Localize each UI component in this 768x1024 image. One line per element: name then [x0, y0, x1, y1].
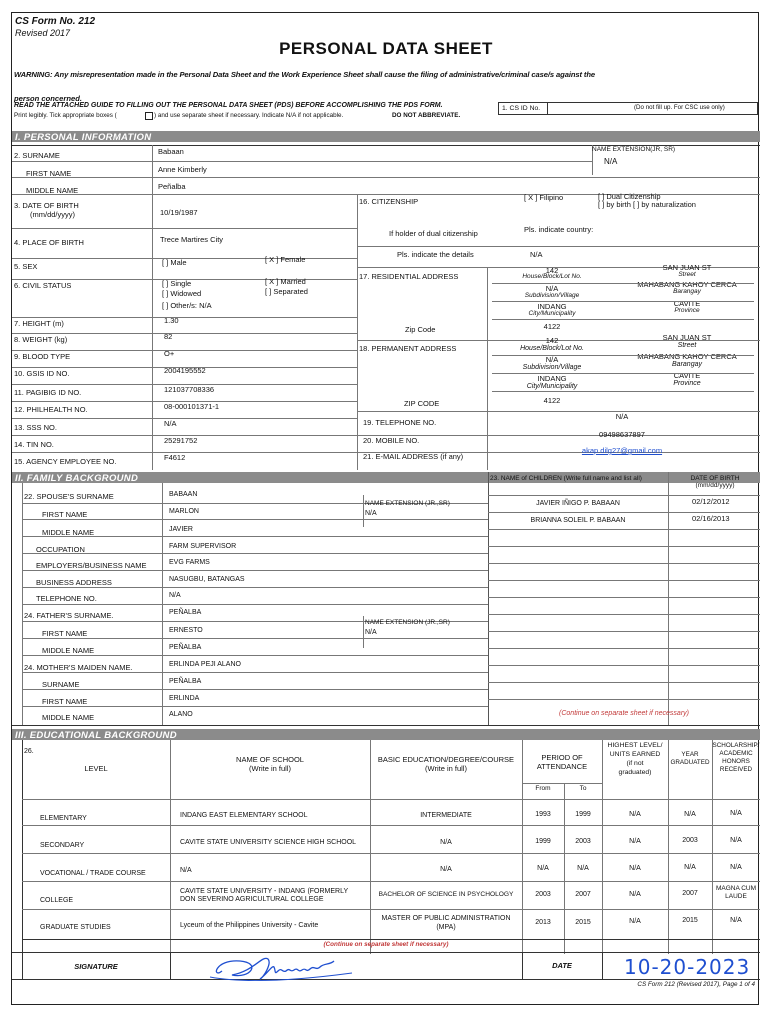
spouse-surname-label: 22. SPOUSE'S SURNAME — [24, 492, 114, 501]
email-label: 21. E-MAIL ADDRESS (if any) — [363, 452, 464, 461]
perm-house-value[interactable]: 142 — [545, 336, 559, 345]
res-zip-value[interactable]: 4122 — [543, 322, 561, 331]
father-surname-label: 24. FATHER'S SURNAME. — [24, 611, 114, 620]
mother-maiden-name-label: 24. MOTHER'S MAIDEN NAME. — [24, 663, 133, 672]
sex-male-option[interactable]: [ ] Male — [162, 258, 187, 267]
spouse-name-extension-label: NAME EXTENSION (JR.,SR) — [365, 500, 450, 507]
warning-text: WARNING: Any misrepresentation made in the Personal Data Sheet and the Work Experience Sheet shall cause the filing of administrative/criminal case/s against the — [14, 70, 596, 79]
dual-country-value[interactable]: N/A — [530, 250, 543, 259]
form-number: CS Form No. 212 — [15, 16, 96, 27]
business-address-value[interactable]: NASUGBU, BATANGAS — [169, 576, 245, 583]
employer-value[interactable]: EVG FARMS — [169, 559, 210, 566]
civil-single-option[interactable]: [ ] Single — [162, 279, 192, 288]
occupation-label: OCCUPATION — [36, 545, 85, 554]
child-name[interactable]: BRIANNA SOLEIL P. BABAAN — [530, 517, 626, 524]
first-name-value[interactable]: Anne Kimberly — [158, 165, 207, 174]
education-course[interactable]: BACHELOR OF SCIENCE IN PSYCHOLOGY — [378, 891, 514, 898]
education-year[interactable]: 2015 — [682, 917, 698, 924]
child-dob[interactable]: 02/12/2012 — [692, 497, 730, 506]
spouse-first-name-label: FIRST NAME — [42, 510, 88, 519]
section-title: II. FAMILY BACKGROUND — [15, 473, 139, 484]
education-honors[interactable]: MAGNA CUM — [715, 885, 757, 892]
father-name-extension-value[interactable]: N/A — [365, 629, 377, 636]
education-honors[interactable]: N/A — [730, 864, 742, 871]
res-house-label: House/Block/Lot No. — [522, 273, 582, 280]
education-year[interactable]: 2003 — [682, 837, 698, 844]
mobile-label: 20. MOBILE NO. — [363, 436, 420, 445]
civil-married-option[interactable]: [ X ] Married — [265, 277, 306, 286]
mother-surname-label: SURNAME — [42, 680, 80, 689]
cs-id-label: 1. CS ID No. — [502, 105, 541, 112]
school-header-sub: (Write in full) — [249, 764, 291, 773]
gsis-label: 10. GSIS ID NO. — [14, 369, 70, 378]
residential-address-label: 17. RESIDENTIAL ADDRESS — [359, 272, 459, 281]
middle-name-label: MIDDLE NAME — [26, 186, 79, 195]
email-value[interactable]: akap.dilg27@gmail.com — [581, 446, 663, 455]
print-note-start: Print legibly. Tick appropriate boxes ( — [14, 112, 117, 119]
res-subdivision-label: Subdivision/Village — [524, 292, 580, 299]
to-header: To — [579, 785, 587, 792]
form-revised: Revised 2017 — [15, 28, 71, 38]
section-bar-educational-background — [12, 729, 760, 740]
education-level: COLLEGE — [40, 897, 74, 904]
citizenship-label: 16. CITIZENSHIP — [359, 197, 419, 206]
perm-barangay-value[interactable]: MAHABANG KAHOY CERCA — [637, 352, 737, 361]
mother-surname-value[interactable]: PEÑALBA — [169, 678, 202, 685]
father-name-extension-label: NAME EXTENSION (JR.,SR) — [365, 619, 450, 626]
dob-value[interactable]: 10/19/1987 — [160, 208, 198, 217]
education-year[interactable]: 2007 — [682, 890, 698, 897]
name-extension-label: NAME EXTENSION(JR, SR) — [592, 146, 676, 153]
education-level: ELEMENTARY — [40, 815, 87, 822]
father-first-name-value[interactable]: ERNESTO — [169, 627, 203, 634]
weight-value[interactable]: 82 — [164, 332, 173, 341]
education-honors-cont[interactable]: LAUDE — [725, 893, 747, 900]
res-province-label: Province — [674, 307, 700, 314]
mother-maiden-name-value[interactable]: ERLINDA PEJI ALANO — [169, 661, 241, 668]
dob-label: 3. DATE OF BIRTH — [14, 201, 79, 210]
date-value[interactable]: 10-20-2023 — [624, 955, 751, 979]
surname-value[interactable]: Babaan — [158, 147, 184, 156]
perm-street-label: Street — [677, 342, 697, 349]
spouse-telephone-label: TELEPHONE NO. — [36, 594, 97, 603]
section-title: III. EDUCATIONAL BACKGROUND — [15, 730, 177, 741]
education-school[interactable]: CAVITE STATE UNIVERSITY - INDANG (FORMERLY — [180, 888, 349, 895]
guide-note: READ THE ATTACHED GUIDE TO FILLING OUT THE PERSONAL DATA SHEET (PDS) BEFORE ACCOMPLISHING THE PDS FORM. — [14, 102, 443, 109]
dob-format: (mm/dd/yyyy) — [30, 210, 75, 219]
father-first-name-label: FIRST NAME — [42, 629, 88, 638]
employer-label: EMPLOYERS/BUSINESS NAME — [36, 561, 147, 570]
education-highest[interactable]: N/A — [629, 865, 641, 872]
mother-first-name-value[interactable]: ERLINDA — [169, 695, 200, 702]
spouse-middle-name-value[interactable]: JAVIER — [169, 526, 193, 533]
personal-data-sheet-form — [11, 12, 759, 1005]
education-year[interactable]: N/A — [684, 811, 696, 818]
education-highest[interactable]: N/A — [629, 918, 641, 925]
education-to[interactable]: 2007 — [575, 891, 591, 898]
res-zip-label: Zip Code — [405, 325, 436, 334]
agency-employee-value[interactable]: F4612 — [164, 453, 186, 462]
period-header-2: ATTENDANCE — [536, 762, 588, 771]
education-school[interactable]: Lyceum of the Philippines University - Cavite — [180, 922, 319, 929]
res-city-value[interactable]: INDANG — [537, 302, 567, 311]
highest-level-header-3: (if not — [626, 760, 644, 767]
citizenship-birth-naturalization[interactable]: [ ] by birth [ ] by naturalization — [598, 200, 696, 209]
agency-employee-label: 15. AGENCY EMPLOYEE NO. — [14, 457, 117, 466]
indicate-details-label: Pls. indicate the details — [397, 250, 474, 259]
civil-widowed-option[interactable]: [ ] Widowed — [162, 289, 202, 298]
cs-id-box — [498, 102, 758, 115]
civil-separated-option[interactable]: [ ] Separated — [265, 287, 308, 296]
education-honors[interactable]: N/A — [730, 810, 742, 817]
education-level: SECONDARY — [40, 842, 85, 849]
children-header: 23. NAME of CHILDREN (Write full name and list all) — [490, 475, 642, 482]
education-school[interactable]: CAVITE STATE UNIVERSITY SCIENCE HIGH SCHOOL — [180, 839, 357, 846]
height-value[interactable]: 1.30 — [164, 316, 179, 325]
year-graduated-header-2: GRADUATED — [670, 759, 710, 766]
education-to[interactable]: N/A — [577, 865, 589, 872]
date-label: DATE — [552, 961, 572, 970]
perm-province-value[interactable]: CAVITE — [673, 371, 701, 380]
height-label: 7. HEIGHT (m) — [14, 319, 64, 328]
spouse-telephone-value[interactable]: N/A — [169, 592, 181, 599]
res-province-value[interactable]: CAVITE — [673, 299, 701, 308]
level-header: LEVEL — [84, 764, 108, 773]
honors-header-2: ACADEMIC — [719, 750, 753, 757]
education-item-number: 26. — [24, 748, 34, 755]
res-street-label: Street — [678, 271, 696, 278]
sss-value[interactable]: N/A — [164, 419, 177, 428]
perm-barangay-label: Barangay — [672, 361, 702, 368]
occupation-value[interactable]: FARM SUPERVISOR — [169, 543, 237, 550]
perm-zip-label: ZIP CODE — [404, 399, 440, 408]
from-header: From — [535, 785, 551, 792]
telephone-label: 19. TELEPHONE NO. — [363, 418, 437, 427]
telephone-value[interactable]: N/A — [615, 412, 629, 421]
pagibig-value[interactable]: 121037708336 — [164, 385, 215, 394]
res-barangay-label: Barangay — [673, 288, 701, 295]
education-course[interactable]: INTERMEDIATE — [420, 812, 472, 819]
education-to[interactable]: 2003 — [575, 838, 591, 845]
education-from[interactable]: 2013 — [535, 919, 551, 926]
course-header: BASIC EDUCATION/DEGREE/COURSE — [377, 755, 515, 764]
perm-subdivision-label: Subdivision/Village — [522, 364, 582, 371]
sex-female-option[interactable]: [ X ] Female — [265, 255, 306, 264]
place-of-birth-value[interactable]: Trece Martires City — [160, 235, 224, 244]
education-to[interactable]: 1999 — [575, 811, 591, 818]
print-note-end: ) and use separate sheet if necessary. Indicate N/A if not applicable. — [154, 112, 344, 119]
section-bar-personal-information — [12, 131, 760, 142]
permanent-address-label: 18. PERMANENT ADDRESS — [359, 344, 457, 353]
spouse-surname-value[interactable]: BABAAN — [169, 491, 198, 498]
perm-subdivision-value[interactable]: N/A — [545, 355, 559, 364]
form-page-note: CS Form 212 (Revised 2017), Page 1 of 4 — [637, 981, 755, 988]
civil-status-label: 6. CIVIL STATUS — [14, 281, 72, 290]
mother-first-name-label: FIRST NAME — [42, 697, 88, 706]
child-dob[interactable]: 02/16/2013 — [692, 514, 730, 523]
csc-use-note: (Do not fill up. For CSC use only) — [634, 104, 725, 111]
signature-image[interactable] — [202, 949, 372, 985]
education-honors[interactable]: N/A — [730, 917, 742, 924]
year-graduated-header: YEAR — [681, 751, 699, 758]
education-course-cont[interactable]: (MPA) — [436, 924, 456, 931]
education-course[interactable]: N/A — [440, 866, 452, 873]
first-name-label: FIRST NAME — [26, 169, 72, 178]
tin-value[interactable]: 25291752 — [164, 436, 198, 445]
perm-province-label: Province — [673, 380, 701, 387]
mobile-value[interactable]: 09498637897 — [599, 430, 645, 439]
philhealth-value[interactable]: 08-000101371-1 — [164, 402, 220, 411]
res-subdivision-value[interactable]: N/A — [545, 284, 559, 293]
course-header-sub: (Write in full) — [425, 764, 467, 773]
place-of-birth-label: 4. PLACE OF BIRTH — [14, 238, 84, 247]
education-from[interactable]: 1999 — [535, 838, 551, 845]
school-header: NAME OF SCHOOL — [236, 755, 304, 764]
res-city-label: City/Municipality — [528, 310, 576, 317]
education-from[interactable]: N/A — [537, 865, 549, 872]
blood-type-value[interactable]: O+ — [164, 349, 175, 358]
spouse-middle-name-label: MIDDLE NAME — [42, 528, 95, 537]
father-middle-name-label: MIDDLE NAME — [42, 646, 95, 655]
res-street-value[interactable]: SAN JUAN ST — [662, 263, 712, 272]
education-level: GRADUATE STUDIES — [40, 924, 111, 931]
sss-label: 13. SSS NO. — [14, 423, 57, 432]
perm-house-label: House/Block/Lot No. — [520, 345, 584, 352]
perm-street-value[interactable]: SAN JUAN ST — [662, 333, 712, 342]
res-house-value[interactable]: 142 — [545, 266, 559, 275]
citizenship-filipino[interactable]: [ X ] Filipino — [524, 193, 564, 202]
father-surname-value[interactable]: PEÑALBA — [169, 609, 202, 616]
mother-middle-name-label: MIDDLE NAME — [42, 713, 95, 722]
education-from[interactable]: 2003 — [535, 891, 551, 898]
pagibig-label: 11. PAGIBIG ID NO. — [14, 388, 82, 397]
education-year[interactable]: N/A — [684, 864, 696, 871]
education-course[interactable]: MASTER OF PUBLIC ADMINISTRATION — [381, 915, 511, 922]
education-highest[interactable]: N/A — [629, 811, 641, 818]
sex-label: 5. SEX — [14, 262, 38, 271]
education-to[interactable]: 2015 — [575, 919, 591, 926]
education-highest[interactable]: N/A — [629, 838, 641, 845]
tin-label: 14. TIN NO. — [14, 440, 54, 449]
section-title: I. PERSONAL INFORMATION — [15, 132, 152, 143]
gsis-value[interactable]: 2004195552 — [164, 366, 206, 375]
citizenship-dual[interactable]: [ ] Dual Citizenship — [598, 192, 661, 201]
business-address-label: BUSINESS ADDRESS — [36, 578, 112, 587]
weight-label: 8. WEIGHT (kg) — [14, 335, 68, 344]
continue-note-education: (Continue on separate sheet if necessary) — [323, 941, 449, 948]
child-name[interactable]: JAVIER IÑIGO P. BABAAN — [536, 500, 620, 507]
education-honors[interactable]: N/A — [730, 837, 742, 844]
spouse-first-name-value[interactable]: MARLON — [169, 508, 199, 515]
honors-header-4: RECEIVED — [719, 766, 753, 773]
period-header: PERIOD OF — [541, 753, 583, 762]
middle-name-value[interactable]: Peñalba — [158, 182, 186, 191]
highest-level-header: HIGHEST LEVEL/ — [607, 742, 663, 749]
education-school-cont[interactable]: DON SEVERINO AGRICULTURAL COLLEGE — [180, 896, 324, 903]
education-course[interactable]: N/A — [440, 839, 452, 846]
spouse-name-extension-value[interactable]: N/A — [365, 510, 377, 517]
perm-city-label: City/Municipality — [526, 383, 578, 390]
education-level: VOCATIONAL / TRADE COURSE — [40, 870, 146, 877]
children-dob-header: DATE OF BIRTH (mm/dd/yyyy) — [690, 475, 740, 490]
highest-level-header-4: graduated) — [618, 769, 652, 776]
page-title: PERSONAL DATA SHEET — [279, 39, 493, 58]
education-from[interactable]: 1993 — [535, 811, 551, 818]
tick-box-icon — [145, 112, 153, 120]
honors-header: SCHOLARSHIP/ — [712, 742, 760, 749]
name-extension-value[interactable]: N/A — [604, 157, 618, 166]
perm-zip-value[interactable]: 4122 — [543, 396, 561, 405]
dual-citizenship-note: If holder of dual citizenship — [389, 229, 478, 238]
indicate-country-label: Pls. indicate country: — [524, 225, 594, 234]
honors-header-3: HONORS — [722, 758, 750, 765]
continue-note-family: (Continue on separate sheet if necessary) — [559, 710, 689, 717]
warning-text-cont: person concerned. — [14, 94, 82, 103]
civil-other-option[interactable]: [ ] Other/s: N/A — [162, 301, 212, 310]
signature-label: SIGNATURE — [74, 962, 118, 971]
perm-city-value[interactable]: INDANG — [537, 374, 567, 383]
father-middle-name-value[interactable]: PEÑALBA — [169, 644, 202, 651]
res-barangay-value[interactable]: MAHABANG KAHOY CERCA — [637, 280, 737, 289]
blood-type-label: 9. BLOOD TYPE — [14, 352, 71, 361]
education-highest[interactable]: N/A — [629, 891, 641, 898]
education-school[interactable]: INDANG EAST ELEMENTARY SCHOOL — [180, 812, 308, 819]
mother-middle-name-value[interactable]: ALANO — [169, 711, 193, 718]
do-not-abbreviate: DO NOT ABBREVIATE. — [392, 112, 461, 119]
education-school[interactable]: N/A — [180, 867, 192, 874]
philhealth-label: 12. PHILHEALTH NO. — [14, 405, 88, 414]
surname-label: 2. SURNAME — [14, 151, 60, 160]
highest-level-header-2: UNITS EARNED — [609, 751, 661, 758]
